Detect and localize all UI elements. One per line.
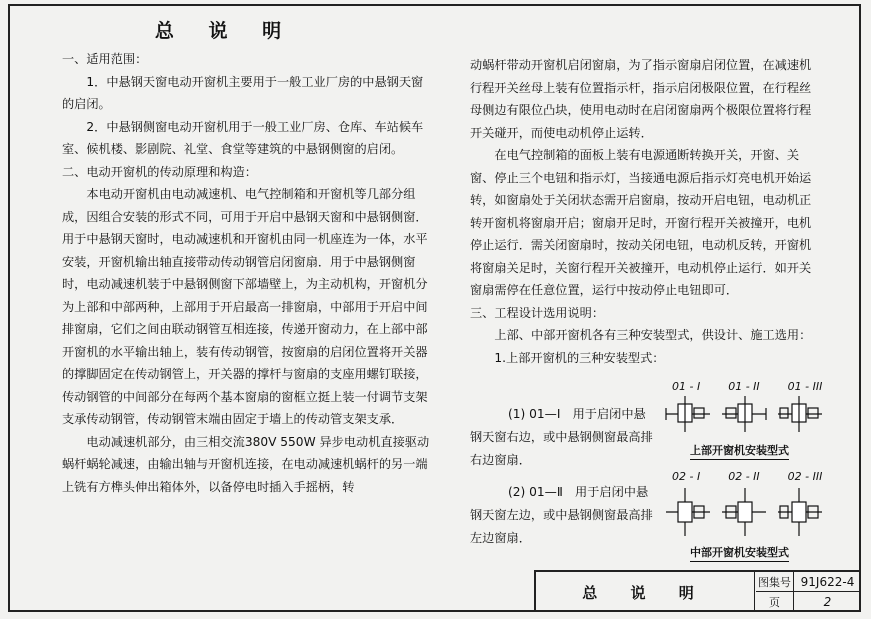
page-label: 页 bbox=[756, 592, 794, 612]
item-1-text: 钢天窗右边，或中悬钢侧窗最高排右边窗扇． bbox=[470, 430, 653, 467]
paragraph: 动蜗杆带动开窗机启闭窗扇，为了指示窗扇启闭位置，在减速机行程开关丝母上装有位置指示杆，指示启闭极限位置，在行程丝母侧边有限位凸块，使用电动时在启闭窗扇两个极限位置将行程开关碰开，而使电动机停止运转． bbox=[470, 58, 812, 140]
left-column bbox=[62, 48, 432, 498]
drawing-name: 总 说 明 bbox=[536, 572, 755, 612]
section-1-heading: 一、适用范围： bbox=[62, 52, 148, 66]
upper-mount-diagram bbox=[664, 394, 824, 436]
figure-label: 02 - II bbox=[728, 470, 760, 483]
upper-figure-labels bbox=[672, 380, 822, 393]
figure-label: 02 - I bbox=[672, 470, 701, 483]
figure-label: 01 - III bbox=[787, 380, 823, 393]
page-number: 2 bbox=[823, 595, 832, 609]
paragraph: 本电动开窗机由电动减速机、电气控制箱和开窗机等几部分组成，因组合安装的形式不同，可用于开启中悬钢天窗和中悬钢侧窗．用于中悬钢天窗时，电动减速机和开窗机由同一机座连为一体，水平安装，开窗机输出轴直接带动传动钢管启闭窗扇．用于中悬钢侧窗时，电动减速机装于中悬钢侧窗下部墙壁上，为主动机构，开窗机分为上部和中部两种，上部用于开启最高一排窗扇，中部用于开启中间排窗扇，它们之间由联动钢管互相连接，传递开窗动力，在上部中部开窗机的水平输出轴上，装有传动钢管，按窗扇的启闭位置将开关器的撑脚固定在传动钢管上，开关器的撑杆与窗扇的支座用螺钉联接，传动钢管的中间部分在每两个基本窗扇的窗框立挺上装一付调节支架支承传动钢管，传动钢管末端由固定于墙上的传动管支架支承． bbox=[62, 187, 428, 426]
atlas-number-value: 91J622-4 bbox=[794, 572, 861, 592]
item-2-text: 钢天窗左边，或中悬钢侧窗最高排左边窗扇． bbox=[470, 508, 653, 545]
figure-label: 01 - II bbox=[728, 380, 760, 393]
section-3-heading: 三、工程设计选用说明： bbox=[470, 305, 605, 320]
figure-label: 02 - III bbox=[787, 470, 823, 483]
paragraph: 在电气控制箱的面板上装有电源通断转换开关，开窗、关窗、停止三个电钮和指示灯，当接通电源后指示灯亮电机开始运转，如窗扇处于关闭状态需开启窗扇，按动开启电钮，电动机正转开窗机将窗扇开启；窗扇开足时，开窗行程开关被撞开，电机停止运行．需关闭窗扇时，按动关闭电钮，电动机反转，开窗机将窗扇关足时，关窗行程开关被撞开，电动机停止运行．如开关窗扇需停在任意位置，运行中按动停止电钮即可． bbox=[470, 148, 812, 297]
page-title: 总 说 明 bbox=[154, 20, 296, 42]
figure-label: 01 - I bbox=[672, 380, 701, 393]
item-1-line: (1) 01—Ⅰ 用于启闭中悬 bbox=[508, 407, 646, 421]
atlas-number-label: 图集号 bbox=[756, 572, 794, 592]
middle-mount-diagram bbox=[664, 486, 824, 538]
paragraph: 电动减速机部分，由三相交流380V 550W 异步电动机直接驱动蜗杆蜗轮减速，由输出轴与开窗机连接，在电动减速机蜗杆的另一端上铣有方榫头伸出箱体外，以备停电时插入手摇柄，转 bbox=[62, 434, 430, 494]
item-2-line: (2) 01—Ⅱ 用于启闭中悬 bbox=[508, 485, 649, 499]
paragraph: 2．中悬钢侧窗电动开窗机用于一般工业厂房、仓库、车站候车室、候机楼、影剧院、礼堂、食堂等建筑的中悬钢侧窗的启闭。 bbox=[62, 119, 424, 156]
paragraph: 上部、中部开窗机各有三种安装型式，供设计、施工选用： bbox=[494, 328, 812, 342]
paragraph: 1．中悬钢天窗电动开窗机主要用于一般工业厂房的中悬钢天窗的启闭。 bbox=[62, 74, 424, 111]
middle-figure-labels bbox=[672, 470, 822, 483]
subheading: 1.上部开窗机的三种安装型式： bbox=[494, 350, 665, 365]
upper-figure-caption: 上部开窗机安装型式 bbox=[690, 442, 789, 460]
right-column bbox=[470, 54, 820, 369]
section-2-heading: 二、电动开窗机的传动原理和构造： bbox=[62, 164, 257, 179]
middle-figure-caption: 中部开窗机安装型式 bbox=[690, 544, 789, 562]
title-block bbox=[534, 570, 861, 612]
